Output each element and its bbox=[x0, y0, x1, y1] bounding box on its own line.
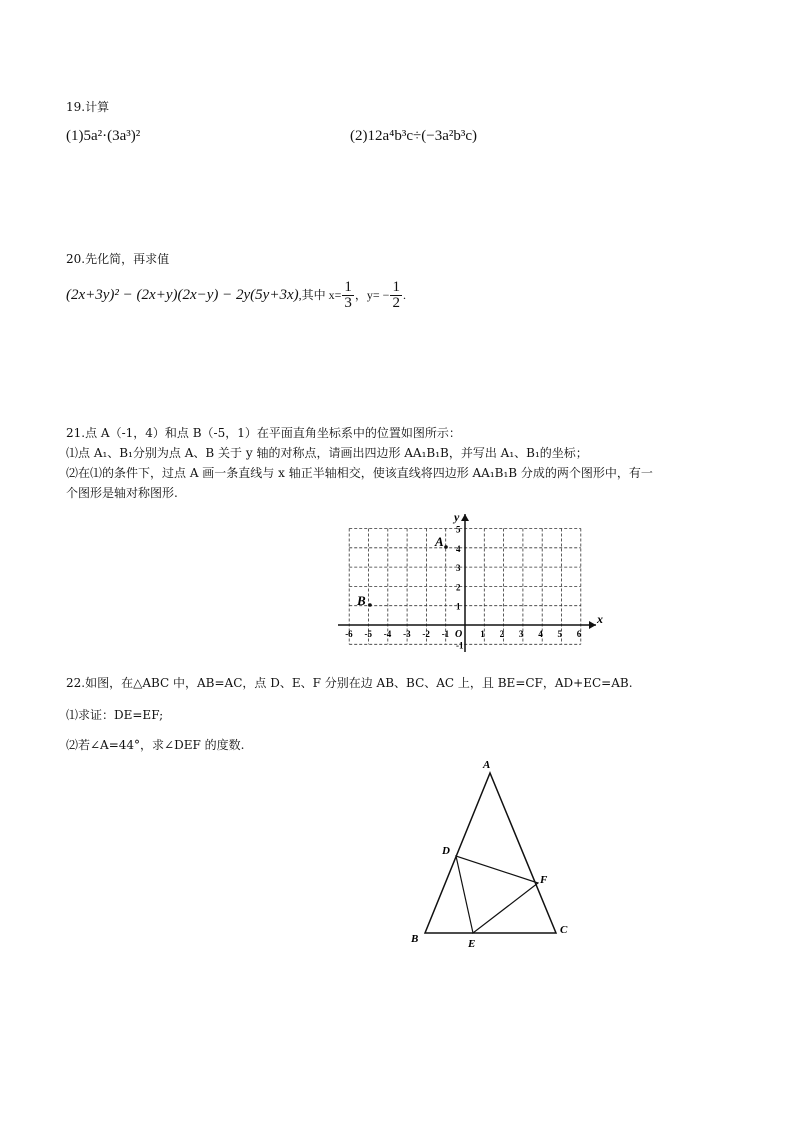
vertex-c-label: C bbox=[560, 924, 568, 936]
y-axis-label: y bbox=[454, 510, 460, 524]
q22-line3: ⑵若∠A=44°，求∠DEF 的度数. bbox=[66, 738, 245, 752]
triangle-def bbox=[456, 856, 538, 933]
q19-part2: (2)12a⁴b³c÷(−3a²b³c) bbox=[350, 128, 478, 144]
q20-y-denominator: 2 bbox=[392, 295, 400, 312]
y-tick-label: 1 bbox=[456, 601, 461, 612]
q20-condition-prefix: ,其中 x= bbox=[298, 288, 342, 302]
q20-expression: (2x+3y)² − (2x+y)(2x−y) − 2y(5y+3x) bbox=[66, 287, 299, 303]
y-tick-label: 4 bbox=[456, 543, 461, 554]
q22-line2: ⑴求证：DE=EF; bbox=[66, 708, 164, 722]
q21-line1: 21.点 A（-1，4）和点 B（-5，1）在平面直角坐标系中的位置如图所示： bbox=[66, 426, 461, 440]
q20-y-prefix: ，y= − bbox=[354, 288, 390, 302]
x-tick-label: 3 bbox=[518, 629, 524, 639]
q21-line4: 个图形是轴对称图形. bbox=[66, 486, 178, 500]
q20-y-numerator: 1 bbox=[392, 279, 400, 296]
point-d-label: D bbox=[442, 845, 450, 857]
x-tick-label: 6 bbox=[576, 629, 582, 639]
q19-title: 19.计算 bbox=[66, 100, 110, 114]
y-tick-label: 5 bbox=[456, 524, 461, 535]
q19-part1: (1)5a²·(3a³)² bbox=[66, 128, 141, 144]
q20-end: . bbox=[402, 288, 406, 302]
x-tick-label: -4 bbox=[383, 629, 392, 639]
x-tick-label: 5 bbox=[557, 629, 562, 639]
x-tick-label: 2 bbox=[499, 629, 505, 639]
x-tick-label: -1 bbox=[441, 629, 450, 639]
point-e-label: E bbox=[468, 938, 476, 950]
point-a-label: A bbox=[435, 534, 444, 549]
y-tick-label: 3 bbox=[456, 563, 461, 574]
x-tick-label: 1 bbox=[480, 629, 485, 639]
q20-title: 20.先化简，再求值 bbox=[66, 252, 170, 266]
origin-label: O bbox=[455, 629, 463, 640]
x-tick-label: -6 bbox=[345, 629, 353, 639]
q20-x-denominator: 3 bbox=[344, 295, 352, 312]
q21-line2: ⑴点 A₁、B₁分别为点 A、B 关于 y 轴的对称点，请画出四边形 AA₁B₁B，并写出 A₁、B₁的坐标； bbox=[66, 446, 588, 460]
x-tick-label: 4 bbox=[538, 629, 543, 639]
y-tick-label: 2 bbox=[456, 582, 461, 593]
y-tick-label: -1 bbox=[456, 640, 464, 651]
vertex-a-label: A bbox=[483, 759, 491, 771]
vertex-b-label: B bbox=[411, 933, 419, 945]
q20-x-numerator: 1 bbox=[344, 279, 352, 296]
point-f-label: F bbox=[540, 874, 548, 886]
x-axis-label: x bbox=[597, 612, 603, 626]
q22-line1: 22.如图，在△ABC 中，AB=AC，点 D、E、F 分别在边 AB、BC、AC 上，且 BE=CF，AD+EC=AB. bbox=[66, 676, 633, 690]
point-b-label: B bbox=[357, 593, 366, 608]
x-tick-label: -2 bbox=[422, 629, 430, 639]
x-tick-label: -5 bbox=[364, 629, 372, 639]
x-tick-label: -3 bbox=[403, 629, 411, 639]
q21-line3: ⑵在⑴的条件下，过点 A 画一条直线与 x 轴正半轴相交，使该直线将四边形 AA₁B₁B 分成的两个图形中，有一 bbox=[66, 466, 653, 480]
